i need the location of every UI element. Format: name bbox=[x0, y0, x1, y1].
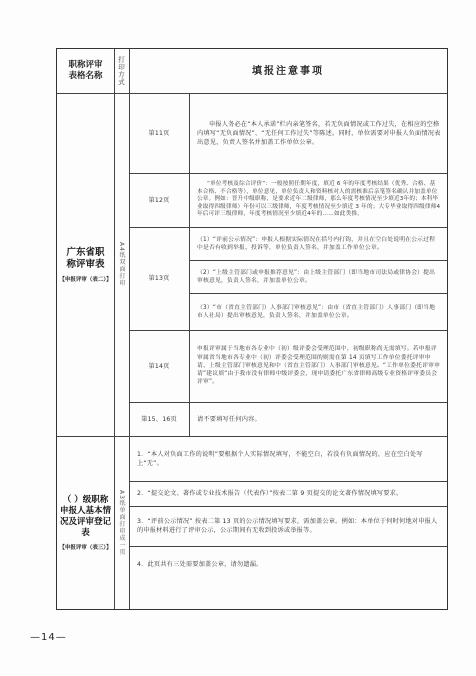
page-label: 第11页 bbox=[148, 129, 170, 137]
section2-form-label bbox=[57, 436, 114, 609]
page-label: 第13页 bbox=[148, 275, 170, 282]
page-label: 第14页 bbox=[148, 362, 170, 370]
list-item: 3．“评前公示情况” 按表二第 13 页的公示情况填写要求，需加盖公章。例如：本单位于何时何地对申报人的申报材料进行了评审公示，公示期间有无收到投诉或举报等。 bbox=[137, 518, 438, 534]
header-print-mode: 打印方式 bbox=[117, 56, 125, 86]
section2-print-mode: A3纸单面打印成一页 bbox=[118, 489, 125, 556]
page-label: 第12页 bbox=[148, 196, 170, 204]
header-form-name: 职称评审表格名称 bbox=[68, 60, 103, 81]
note-content: （3）“市（省直主管部门）人事部门审核意见”：由市（省直主管部门）人事部门（即当地市人社局）提出审核意见，负责人签名，并加盖单位公章。 bbox=[197, 304, 436, 319]
section1-title: 广东省职称评审表 bbox=[66, 246, 105, 270]
list-item: 4．此页共有三处需要加盖公章，请勿遗漏。 bbox=[137, 561, 263, 568]
section1-form-label bbox=[57, 93, 114, 436]
note-content: （2）“上级主管部门或申报推荐意见”：由上级主管部门（即当地市司法局或律协会）提出审核意见，负责人签名，并加盖单位公章。 bbox=[197, 269, 436, 284]
section2-subtitle: 【申报评审（表三）】 bbox=[59, 544, 112, 551]
page-label: 第15、16页 bbox=[141, 415, 177, 423]
page-number: —14— bbox=[30, 632, 67, 643]
note-content: 申报人务必在“本人承诺”栏内亲笔签名，若无负面情况或工作过失，在相应的空格内填写“无负面情况”、“无任何工作过失”等陈述。同时，单位需要对申报人负面情况表出意见，负责人签名并加盖工作单位公章。 bbox=[197, 120, 441, 146]
note-content: 请不要填写任何内容。 bbox=[197, 415, 261, 423]
header-notes: 填报注意事项 bbox=[252, 65, 324, 77]
note-content: 申报评审属于当地市各专业中（初）级评委会受理范围中，初级职称尚无需填写。若申报评审属省当地市各专业中（初）评委会受理范围的则需在第 14 页填写工作单位委托评审申请、上级主管部门审核意见和中（省直主管部门）人事部门审核意见。“工作单位委托评审申请”建议填“由于我市没有律师中级评委会，现申请委托广东省律师高级专业资格评审委员会评审”。 bbox=[197, 346, 441, 386]
list-item: 2．“提交论文、著作或专业技术报告（代表作）”按表二第 9 页提交的论文著作情况填写要求。 bbox=[137, 490, 403, 497]
instruction-table bbox=[56, 48, 448, 610]
section1-subtitle: 【申报评审（表二）】 bbox=[59, 276, 112, 283]
list-item: 1．“本人对负面工作的说明”要根据个人实际情况填写，不能空白，若没有负面情况的，应在空白处写上“无”。 bbox=[137, 450, 423, 467]
note-content: “单位考核及综合评价”：一般按照任期年度，填近 6 年的年度考核结果（优秀、合格、基本合格、不合格等），单位意见，单位负责人和资料核对人的需核准后亲笔签名确认并加盖单位公章。例如：晋升中级职称，是要求近年二级律师，那么年度考核情况至少填近3年的；本科毕业取得四级律师）年份可以三级律师，年度考核情况至少填近 3 年的；大专毕业取得四级律师4年后可评三级律师，年度考核情况至少填近4年的……如此类推。 bbox=[197, 181, 441, 218]
section1-print-mode: A4纸双面打印 bbox=[118, 242, 125, 287]
section2-title: （ ）级职称申报人基本情况及评审登记表 bbox=[59, 494, 111, 538]
note-content: （1）“评前公示情况”：申报人根据实际情况在括号内打钩，并且在空白处说明在公示过程中是否有收到举报、投诉等，单位负责人签名，并加盖工作单位公章。 bbox=[197, 236, 436, 251]
